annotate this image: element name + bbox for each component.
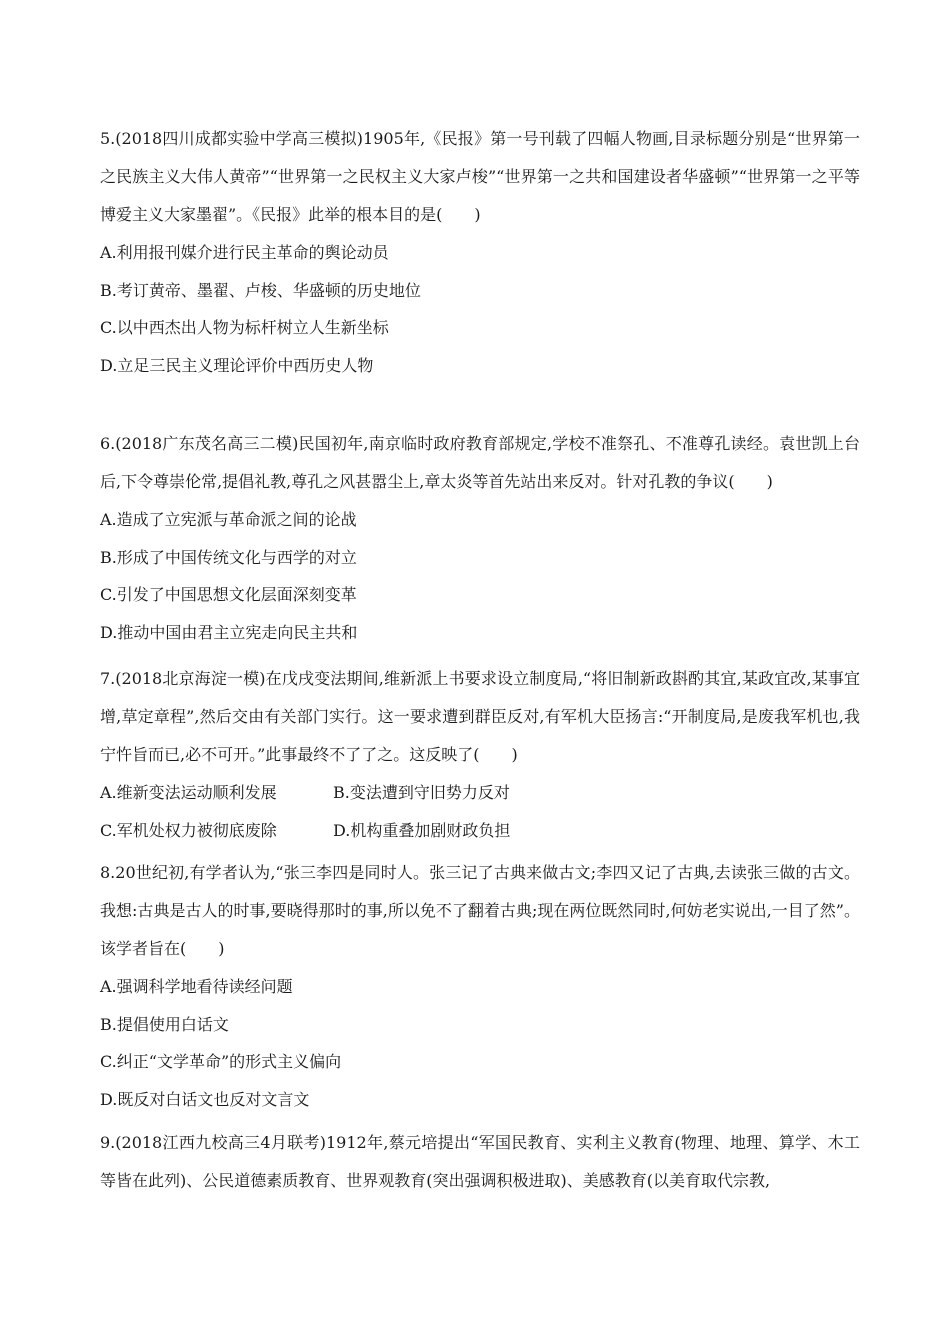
question-9: [100, 1124, 860, 1200]
question-9-stem: 9.(2018江西九校高三4月联考)1912年,蔡元培提出“军国民教育、实利主义教育(物理、地理、算学、木工等皆在此列)、公民道德素质教育、世界观教育(突出强调积极进取)、美感教育(以美育取代宗教,: [100, 1133, 860, 1190]
question-7-options-row-2: [100, 812, 860, 850]
question-6-option-a: A.造成了立宪派与革命派之间的论战: [100, 510, 357, 529]
question-8-option-a: A.强调科学地看待读经问题: [100, 977, 293, 996]
question-6: [100, 425, 860, 651]
question-8-option-d: D.既反对白话文也反对文言文: [100, 1089, 310, 1109]
question-5-option-d: D.立足三民主义理论评价中西历史人物: [100, 355, 374, 375]
question-7-stem: 7.(2018北京海淀一模)在戊戌变法期间,维新派上书要求设立制度局,“将旧制新政斟酌其宜,某政宜改,某事宜增,草定章程”,然后交由有关部门实行。这一要求遭到群臣反对,有军机大臣扬言:“开制度局,是废我军机也,我宁忤旨而已,必不可开。”此事最终不了了之。这反映了( ): [100, 669, 860, 764]
question-7-options-row-1: [100, 774, 860, 812]
question-8-stem: 8.20世纪初,有学者认为,“张三李四是同时人。张三记了古典来做古文;李四又记了古典,去读张三做的古文。我想:古典是古人的时事,要晓得那时的事,所以免不了翻着古典;现在两位既然同时,何妨老实说出,一目了然”。该学者旨在( ): [100, 863, 860, 958]
question-5-option-a: A.利用报刊媒介进行民主革命的舆论动员: [100, 243, 389, 262]
question-8-option-b: B.提倡使用白话文: [100, 1014, 229, 1034]
question-5-option-c: C.以中西杰出人物为标杆树立人生新坐标: [100, 318, 389, 337]
question-8-option-c: C.纠正“文学革命”的形式主义偏向: [100, 1052, 342, 1071]
question-7-option-b: B.变法遭到守旧势力反对: [333, 783, 510, 802]
question-6-option-b: B.形成了中国传统文化与西学的对立: [100, 547, 357, 567]
question-6-option-d: D.推动中国由君主立宪走向民主共和: [100, 622, 358, 642]
question-8: [100, 854, 860, 1118]
question-5-stem: 5.(2018四川成都实验中学高三模拟)1905年,《民报》第一号刊载了四幅人物画,目录标题分别是“世界第一之民族主义大伟人黄帝”“世界第一之民权主义大家卢梭”“世界第一之共和国建设者华盛顿”“世界第一之平等博爱主义大家墨翟”。《民报》此举的根本目的是( ): [100, 129, 860, 224]
question-7-option-c: C.军机处权力被彻底废除: [100, 820, 277, 840]
question-7-option-a: A.维新变法运动顺利发展: [100, 783, 277, 802]
question-6-option-c: C.引发了中国思想文化层面深刻变革: [100, 585, 357, 604]
question-5: [100, 120, 860, 384]
question-7-option-d: D.机构重叠加剧财政负担: [333, 820, 511, 840]
question-5-option-b: B.考订黄帝、墨翟、卢梭、华盛顿的历史地位: [100, 280, 421, 300]
question-7: [100, 660, 860, 849]
question-6-stem: 6.(2018广东茂名高三二模)民国初年,南京临时政府教育部规定,学校不准祭孔、不准尊孔读经。袁世凯上台后,下令尊崇伦常,提倡礼教,尊孔之风甚嚣尘上,章太炎等首先站出来反对。针对孔教的争议( ): [100, 434, 860, 491]
